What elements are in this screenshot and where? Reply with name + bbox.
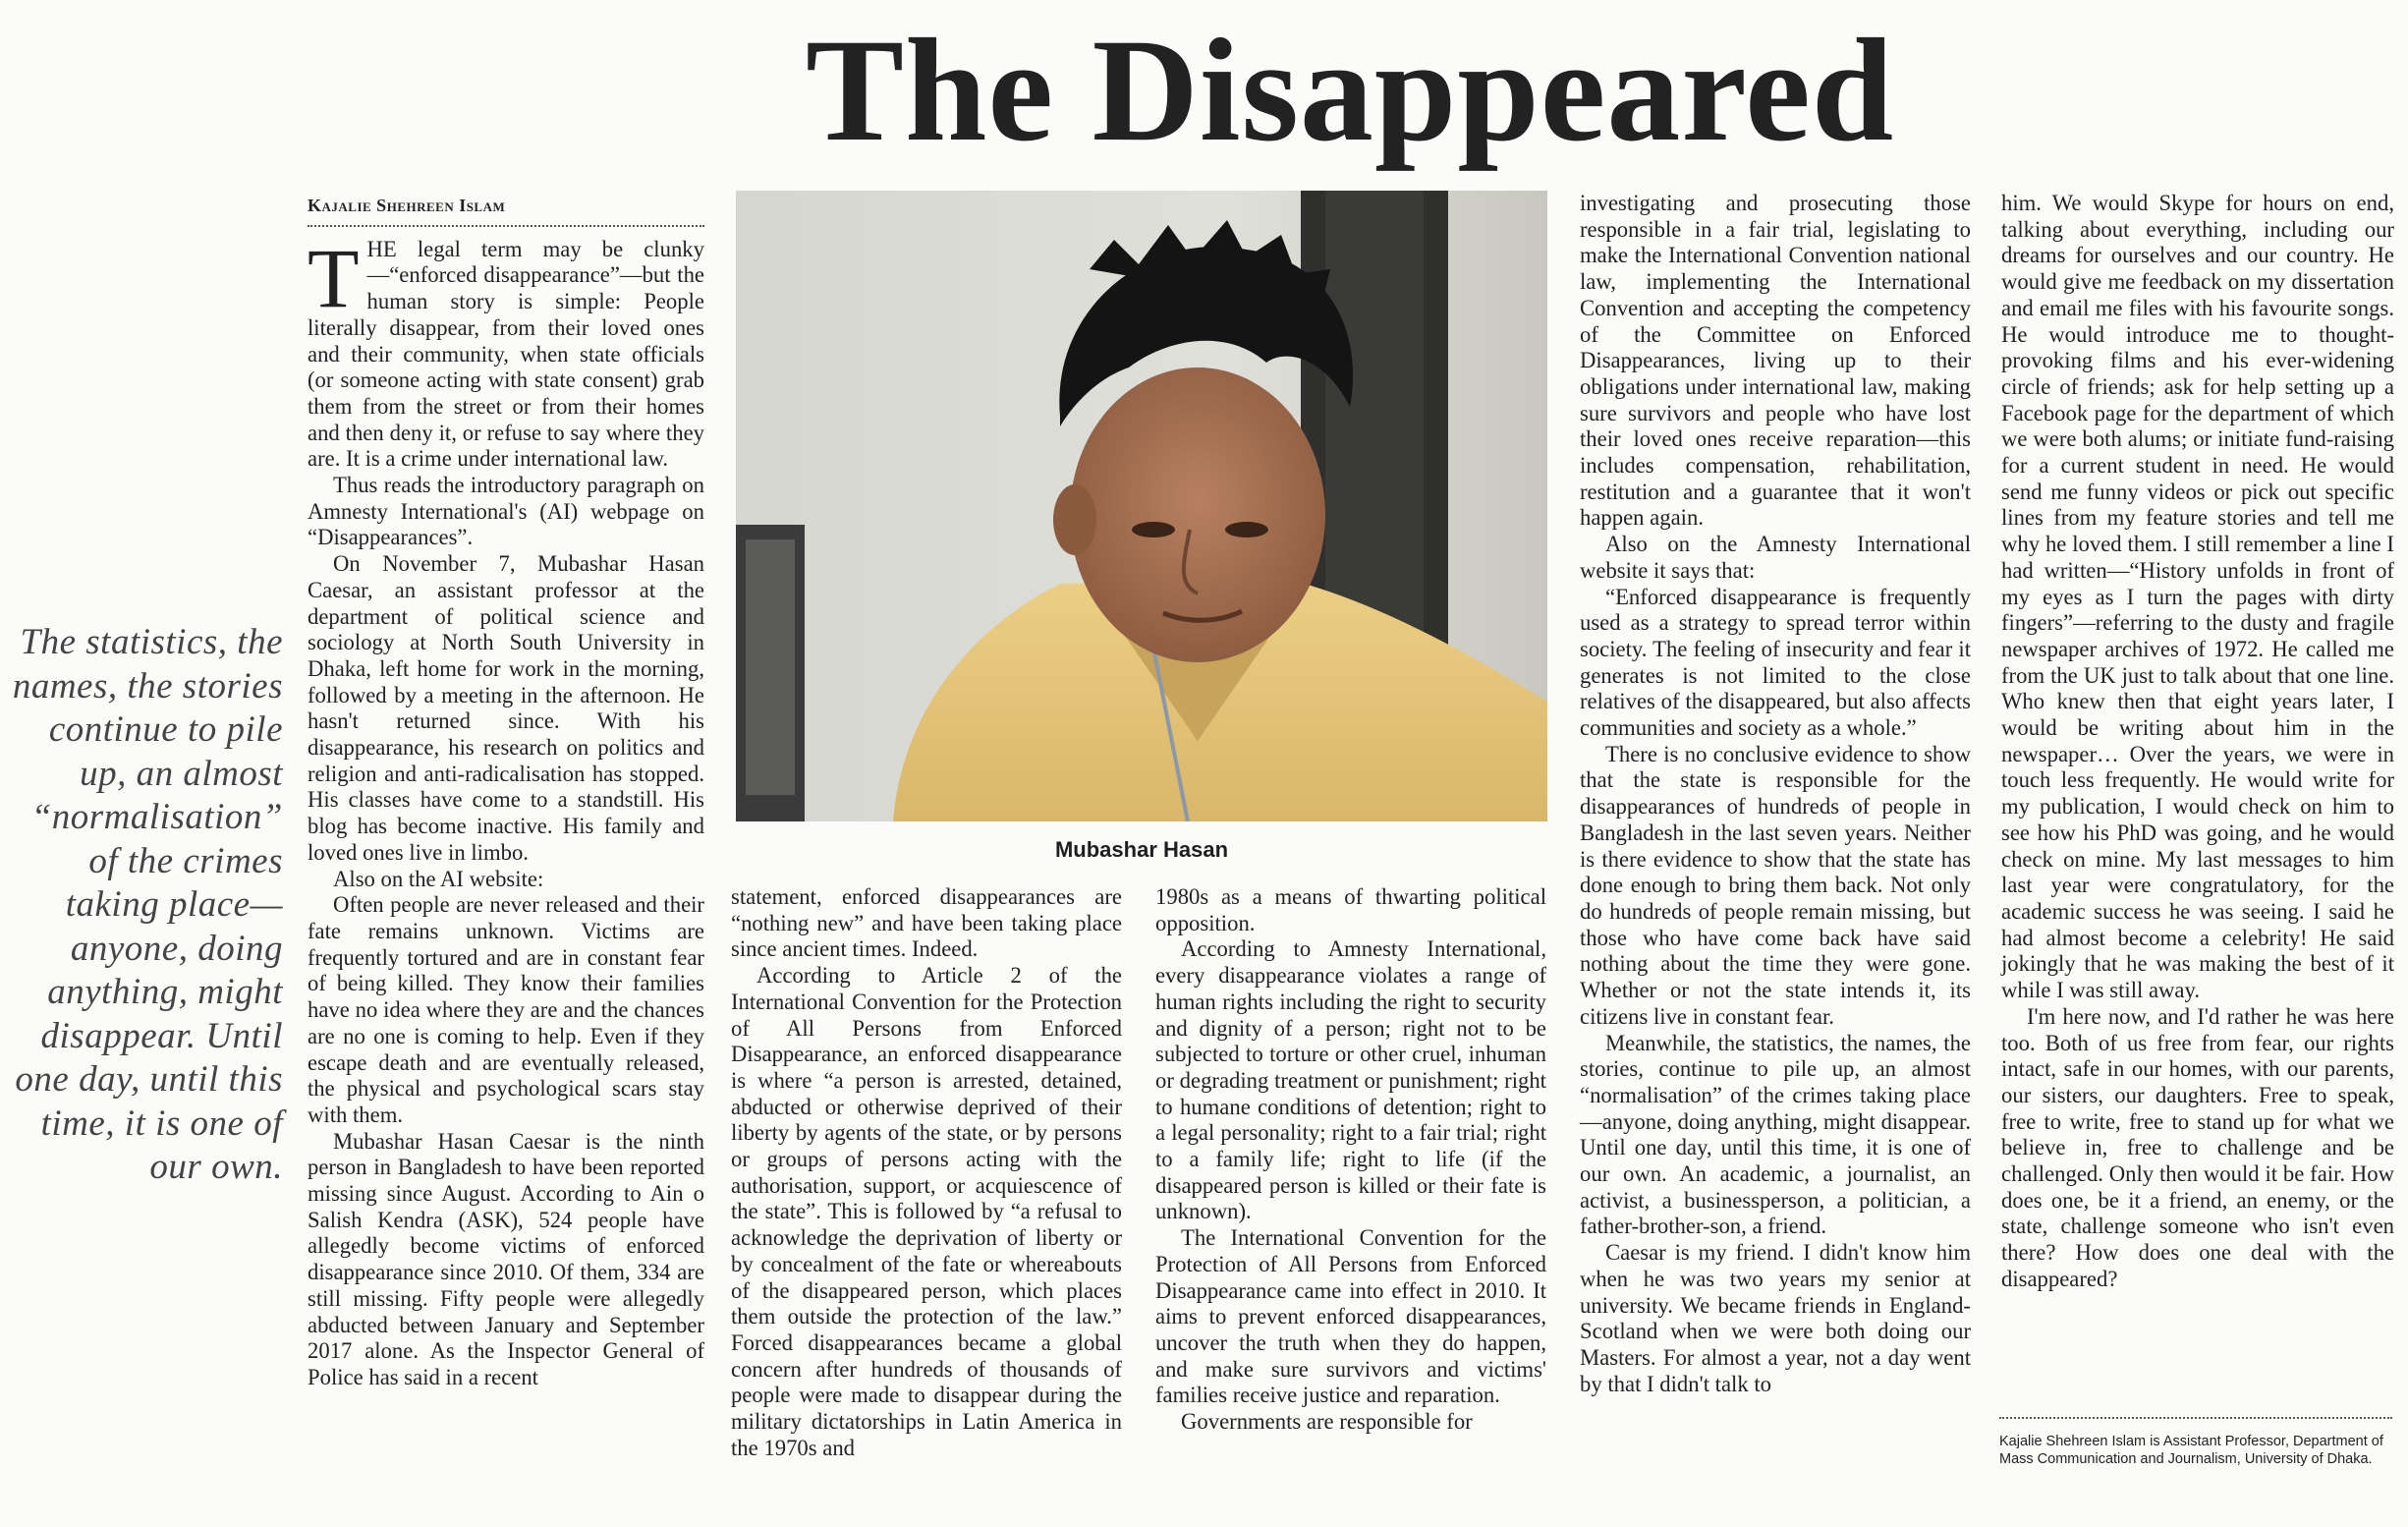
paragraph: Also on the AI website: bbox=[333, 866, 544, 891]
paragraph: Often people are never released and their fate remains unknown. Victims are frequently tortured and are in constant fear of being killed. They know their families have no idea where they are and the chances are no one is coming to help. Even if they escape death and are eventually released, the physical and psychological scars stay with them. bbox=[308, 892, 704, 1127]
paragraph: 1980s as a means of thwarting political opposition. bbox=[1155, 884, 1546, 935]
paragraph: investigating and prosecuting those responsible in a fair trial, legislating to make the International Convention national law, implementing the International Convention and accepting the competency of the Committee on Enforced Disappearances, living up to their obligations under international law, making sure survivors and people who have lost their loved ones receive reparation—this includes compensation, rehabilitation, restitution and a guarantee that it won't happen again. bbox=[1580, 191, 1971, 531]
paragraph: him. We would Skype for hours on end, talking about everything, including our dreams for ourselves and our country. He would give me feedback on my dissertation and email me files with his favourite songs. He would introduce me to thought-provoking films and his ever-widening circle of friends; ask for help setting up a Facebook page for the department of which we were both alums; or initiate fund-raising for a current student in need. He would send me funny videos or pick out specific lines from my feature stories and tell me why he loved them. I still remember a line I had written—“History unfolds in front of my eyes as I turn the pages with dirty fingers”—referring to the dusty and fragile newspaper archives of 1972. He called me from the UK just to talk about that one line. Who knew then that eight years later, I would be writing about him in the newspaper… Over the years, we were in touch less frequently. He would write for my publication, I would check on him to see how his PhD was going, and he would check on mine. My last messages to him last year were congratulatory, for the academic success he was seeing. I said he had almost become a celebrity! He said jokingly that he was making the best of it while I was still away. bbox=[2001, 191, 2394, 1003]
paragraph: Thus reads the introductory paragraph on Amnesty International's (AI) webpage on “Disappearances”. bbox=[308, 473, 704, 550]
author-bio: Kajalie Shehreen Islam is Assistant Professor, Department of Mass Communication and Journalism, University of Dhaka. bbox=[1999, 1417, 2392, 1468]
pull-quote: The statistics, the names, the stories continue to pile up, an almost “normalisation” of the crimes taking place—anyone, doing anything, might disappear. Until one day, until this time, it is one of our own. bbox=[12, 622, 283, 1187]
paragraph: statement, enforced disappearances are “nothing new” and have been taking place since ancient times. Indeed. bbox=[731, 884, 1122, 962]
column-3 bbox=[1155, 884, 1546, 1436]
paragraph: On November 7, Mubashar Hasan Caesar, an assistant professor at the department of political science and sociology at North South University in Dhaka, left home for work in the morning, followed by a meeting in the afternoon. He hasn't returned since. With his disappearance, his research on politics and religion and anti-radicalisation has stopped. His classes have come to a standstill. His blog has become inactive. His family and loved ones live in limbo. bbox=[308, 551, 704, 865]
headline: The Disappeared bbox=[806, 9, 1895, 172]
portrait-photo bbox=[736, 191, 1547, 821]
paragraph: Also on the Amnesty International website it says that: bbox=[1580, 532, 1971, 583]
paragraph: Meanwhile, the statistics, the names, the stories, continue to pile up, an almost “normalisation” of the crimes taking place—anyone, doing anything, might disappear. Until one day, until this time, it is one of our own. An academic, a journalist, an activist, a businessperson, a politician, a father-brother-son, a friend. bbox=[1580, 1030, 1971, 1239]
paragraph: THE legal term may be clunky—“enforced disappearance”—but the human story is simple: People literally disappear, from their loved ones and their community, when state officials (or someone acting with state consent) grab them from the street or from their homes and then deny it, or refuse to say where they are. It is a crime under international law. bbox=[308, 230, 704, 472]
column-2 bbox=[731, 884, 1122, 1461]
photo-caption: Mubashar Hasan bbox=[1054, 837, 1229, 862]
column-1 bbox=[308, 193, 704, 1391]
paragraph: According to Amnesty International, every disappearance violates a range of human rights including the right to security and dignity of a person; right not to be subjected to torture or other cruel, inhuman or degrading treatment or punishment; right to humane conditions of detention; right to a legal personality; right to a fair trial; right to a family life; right to life (if the disappeared person is killed or their fate is unknown). bbox=[1155, 936, 1546, 1224]
paragraph: Mubashar Hasan Caesar is the ninth person in Bangladesh to have been reported missing since August. According to Ain o Salish Kendra (ASK), 524 people have allegedly become victims of enforced disappearance since 2010. Of them, 334 are still missing. Fifty people were allegedly abducted between January and September 2017 alone. As the Inspector General of Police has said in a recent bbox=[308, 1128, 704, 1389]
byline: Kajalie Shehreen Islam bbox=[308, 193, 704, 227]
column-5 bbox=[2001, 191, 2394, 1293]
paragraph: I'm here now, and I'd rather he was here too. Both of us free from fear, our rights intact, safe in our homes, with our parents, our sisters, our daughters. Free to speak, free to write, free to stand up for what we believe in, free to challenge and be challenged. Only then would it be fair. How does one, be it a friend, an enemy, or the state, challenge someone who isn't even there? How does one deal with the disappeared? bbox=[2001, 1003, 2394, 1291]
drop-cap: T bbox=[308, 230, 360, 325]
paragraph: Caesar is my friend. I didn't know him when he was two years my senior at university. We became friends in England-Scotland when we were both doing our Masters. For almost a year, not a day went by that I didn't talk to bbox=[1580, 1240, 1971, 1396]
column-4 bbox=[1580, 191, 1971, 1397]
paragraph: Governments are responsible for bbox=[1181, 1409, 1473, 1435]
portrait-photo-icon bbox=[736, 191, 1547, 821]
paragraph: “Enforced disappearance is frequently used as a strategy to spread terror within society. The feeling of insecurity and fear it generates is not limited to the close relatives of the disappeared, but also affects communities and society as a whole.” bbox=[1580, 584, 1971, 741]
paragraph: According to Article 2 of the International Convention for the Protection of All Persons from Enforced Disappearance, an enforced disappearance is where “a person is arrested, detained, abducted or otherwise deprived of their liberty by agents of the state, or by persons or groups of persons acting with the authorisation, support, or acquiescence of the state”. This is followed by “a refusal to acknowledge the deprivation of liberty or by concealment of the fate or whereabouts of the disappeared person, which places them outside the protection of the law.” Forced disappearances became a global concern after hundreds of thousands of people were made to disappear during the military dictatorships in Latin America in the 1970s and bbox=[731, 963, 1122, 1460]
paragraph: There is no conclusive evidence to show that the state is responsible for the disappearances of hundreds of people in Bangladesh in the last seven years. Neither is there evidence to show that the state has done enough to bring them back. Not only do hundreds of people remain missing, but those who have come back have said nothing about the time they were gone. Whether or not the state intends it, its citizens live in constant fear. bbox=[1580, 741, 1971, 1029]
paragraph: The International Convention for the Protection of All Persons from Enforced Disappearance came into effect in 2010. It aims to prevent enforced disappearances, uncover the truth when they do happen, and make sure survivors and victims' families receive justice and reparation. bbox=[1155, 1225, 1546, 1408]
